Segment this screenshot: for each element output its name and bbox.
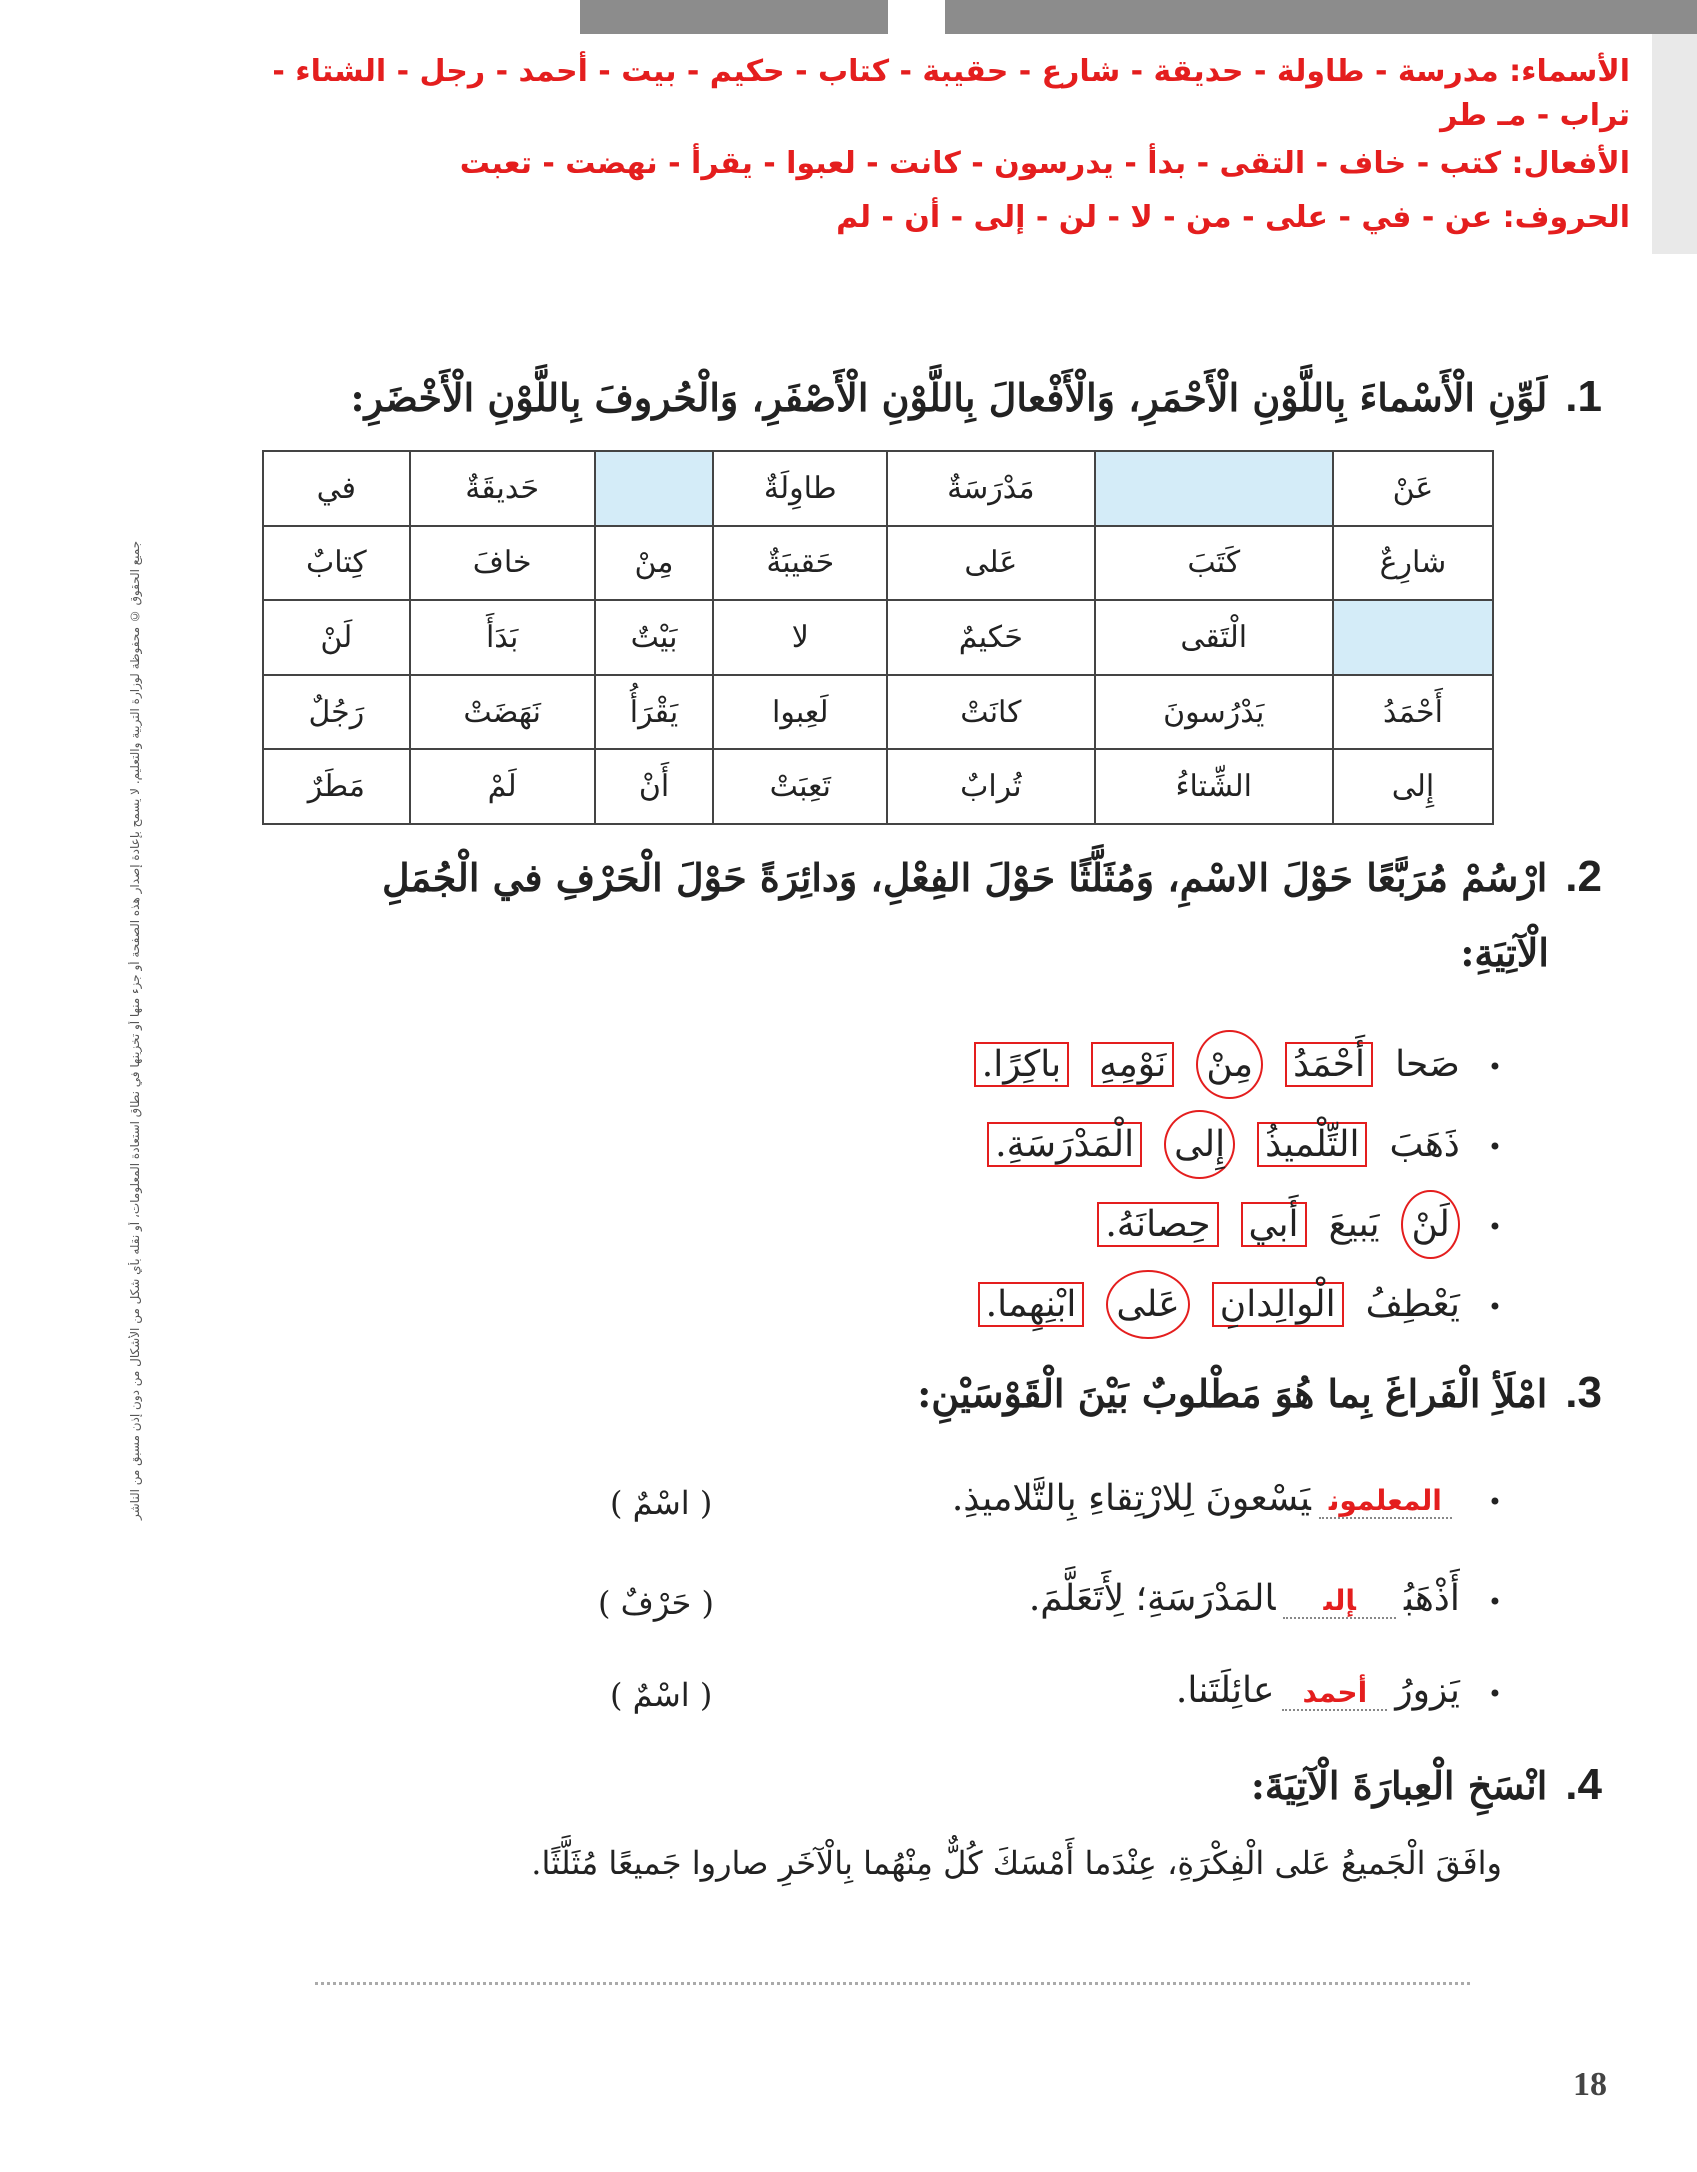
question-2-number: 2.	[1565, 852, 1602, 901]
question-1-text: لَوِّنِ الْأَسْماءَ بِاللَّوْنِ الْأَحْمَرِ، وَالْأَفْعالَ بِاللَّوْنِ الْأَصْفَرِ، وَالْحُروفَ بِاللَّوْنِ الْأَخْضَرِ:	[350, 375, 1548, 420]
answer-letters: الحروف: عن - في - على - من - لا - لن - إلى - أن - لم	[836, 200, 1630, 235]
grid-cell[interactable]: كانَتْ	[887, 675, 1094, 750]
grid-cell[interactable]: حَكيمٌ	[887, 600, 1094, 675]
table-row	[263, 451, 1493, 526]
sentence-2	[965, 1110, 1502, 1179]
hint-2: ( حَرْفٌ )	[598, 1584, 714, 1622]
grid-cell[interactable]: لَنْ	[263, 600, 410, 675]
grid-cell[interactable]: حَديقَةٌ	[410, 451, 595, 526]
question-4-text: انْسَخِ الْعِبارَةَ الْآتِيَةَ:	[1250, 1763, 1548, 1808]
grid-cell[interactable]: أَنْ	[595, 749, 714, 824]
hint-1: ( اسْمٌ )	[610, 1484, 713, 1522]
bullet: •	[1487, 1680, 1502, 1708]
grid-cell[interactable]: خافَ	[410, 526, 595, 601]
table-row	[263, 749, 1493, 824]
grid-cell[interactable]: نَهَضَتْ	[410, 675, 595, 750]
bullet: •	[1487, 1488, 1502, 1516]
fill-line-1	[952, 1478, 1502, 1519]
word-grid	[262, 450, 1494, 825]
grid-cell[interactable]: بَدَأَ	[410, 600, 595, 675]
writing-line[interactable]	[315, 1982, 1470, 1985]
copy-sentence: وافَقَ الْجَميعُ عَلى الْفِكْرَةِ، عِنْدَما أَمْسَكَ كُلٌّ مِنْهُما بِالْآخَرِ صاروا جَميعًا مُثَلَّثًا.	[531, 1844, 1502, 1882]
grid-cell[interactable]: عَلى	[887, 526, 1094, 601]
answer-key	[0, 34, 1652, 246]
grid-cell[interactable]: الشِّتاءُ	[1095, 749, 1333, 824]
fill-line-3	[1176, 1670, 1502, 1711]
word-noun-box[interactable]: باكِرًا.	[974, 1042, 1069, 1087]
grid-cell[interactable]: حَقيبَةٌ	[713, 526, 887, 601]
grid-cell[interactable]: إِلى	[1333, 749, 1493, 824]
grid-cell[interactable]: شارِعٌ	[1333, 526, 1493, 601]
grid-cell[interactable]: كِتابٌ	[263, 526, 410, 601]
sentence-3	[1075, 1190, 1502, 1259]
fill-line-2	[1029, 1578, 1502, 1619]
sentence-start: أَذْهَبُ	[1403, 1578, 1460, 1619]
sentence-1	[952, 1030, 1502, 1099]
word-letter-circle[interactable]: مِنْ	[1196, 1030, 1263, 1099]
word-noun-box[interactable]: أَحْمَدُ	[1285, 1042, 1373, 1087]
grid-cell[interactable]: تُرابٌ	[887, 749, 1094, 824]
word-noun-box[interactable]: ابْنِهِما.	[978, 1282, 1085, 1327]
word-noun-box[interactable]: التِّلْميذُ	[1257, 1122, 1367, 1167]
grid-cell-blank[interactable]	[1095, 451, 1333, 526]
word-noun-box[interactable]: حِصانَهُ.	[1097, 1202, 1218, 1247]
question-1-heading	[351, 372, 1602, 422]
answer-nouns: الأسماء: مدرسة - طاولة - حديقة - شارع - حقيبة - كتاب - حكيم - بيت - أحمد - رجل - الشتاء -	[272, 54, 1630, 89]
answer-blank[interactable]: إلى	[1283, 1584, 1395, 1619]
word-letter-circle[interactable]: عَلى	[1106, 1270, 1189, 1339]
word-noun-box[interactable]: الْوالِدانِ	[1212, 1282, 1344, 1327]
bullet: •	[1487, 1213, 1502, 1241]
copyright-note: جميع الحقوق © محفوظة لوزارة التربية والتعليم. لا يسمح بإعادة إصدار هذه الصفحة أو جزء منها أو تخزينها في نطاق استعادة المعلومات، أو نقله بأي شكل من الأشكال من دون إذن مسبق من الناشر	[128, 540, 142, 1520]
hint-3: ( اسْمٌ )	[610, 1676, 713, 1714]
grid-cell[interactable]: الْتَقى	[1095, 600, 1333, 675]
sentence-4	[956, 1270, 1502, 1339]
top-bar-left	[580, 0, 888, 34]
word-noun-box[interactable]: أَبي	[1241, 1202, 1307, 1247]
question-1-number: 1.	[1565, 372, 1602, 421]
grid-cell[interactable]: كَتَبَ	[1095, 526, 1333, 601]
grid-cell[interactable]: تَعِبَتْ	[713, 749, 887, 824]
grid-cell[interactable]: طاوِلَةٌ	[713, 451, 887, 526]
sentence-start: يَزورُ	[1395, 1670, 1460, 1711]
grid-cell[interactable]: أَحْمَدُ	[1333, 675, 1493, 750]
table-row	[263, 675, 1493, 750]
answer-blank[interactable]: أحمد	[1282, 1676, 1387, 1711]
bullet: •	[1487, 1293, 1502, 1321]
grid-cell-blank[interactable]	[1333, 600, 1493, 675]
sentence-rest: المَدْرَسَةِ؛ لِأَتَعَلَّمَ.	[1028, 1578, 1276, 1619]
bullet: •	[1487, 1588, 1502, 1616]
grid-cell[interactable]: لَعِبوا	[713, 675, 887, 750]
answer-verbs: الأفعال: كتب - خاف - التقى - بدأ - يدرسون - كانت - لعبوا - يقرأ - نهضت - تعبت	[459, 146, 1630, 181]
question-4-heading	[1251, 1760, 1602, 1810]
bullet: •	[1487, 1053, 1502, 1081]
grid-cell[interactable]: عَنْ	[1333, 451, 1493, 526]
grid-cell[interactable]: رَجُلٌ	[263, 675, 410, 750]
question-2-heading	[382, 852, 1602, 902]
question-4-number: 4.	[1565, 1760, 1602, 1809]
grid-cell[interactable]: لا	[713, 600, 887, 675]
grid-cell-blank[interactable]	[595, 451, 714, 526]
question-3-heading	[917, 1368, 1602, 1418]
table-row	[263, 600, 1493, 675]
question-3-number: 3.	[1565, 1368, 1602, 1417]
grid-cell[interactable]: في	[263, 451, 410, 526]
grid-cell[interactable]: مِنْ	[595, 526, 714, 601]
table-row	[263, 526, 1493, 601]
question-2-text-cont: الْآتِيَةِ:	[1460, 930, 1549, 975]
sentence-rest: عائِلَتَنا.	[1175, 1670, 1275, 1711]
word[interactable]: صَحا	[1395, 1044, 1460, 1085]
question-2-heading-cont	[1460, 930, 1549, 975]
question-2-text: ارْسُمْ مُرَبَّعًا حَوْلَ الاسْمِ، وَمُثَلَّثًا حَوْلَ الفِعْلِ، وَدائِرَةً حَوْلَ الْحَرْفِ في الْجُمَلِ	[382, 855, 1548, 900]
grid-cell[interactable]: لَمْ	[410, 749, 595, 824]
word[interactable]: يَبيعَ	[1328, 1204, 1380, 1245]
top-bar-right	[945, 0, 1697, 34]
word-noun-box[interactable]: الْمَدْرَسَةِ.	[987, 1122, 1142, 1167]
bullet: •	[1487, 1133, 1502, 1161]
grid-cell[interactable]: يَدْرُسونَ	[1095, 675, 1333, 750]
question-3-text: امْلَأِ الْفَراغَ بِما هُوَ مَطْلوبٌ بَيْنَ الْقَوْسَيْنِ:	[917, 1371, 1548, 1416]
word[interactable]: يَعْطِفُ	[1365, 1284, 1460, 1325]
grid-cell[interactable]: يَقْرَأُ	[595, 675, 714, 750]
answer-nouns-cont: تراب - مـ طر	[1440, 98, 1630, 133]
grid-cell[interactable]: مَدْرَسَةٌ	[887, 451, 1094, 526]
page-number: 18	[1573, 2066, 1607, 2103]
word-letter-circle[interactable]: لَنْ	[1401, 1190, 1459, 1259]
word[interactable]: ذَهَبَ	[1389, 1124, 1460, 1165]
answer-blank[interactable]: المعلمون	[1319, 1484, 1452, 1519]
word-letter-circle[interactable]: إِلى	[1164, 1110, 1235, 1179]
sentence-rest: يَسْعونَ لِلارْتِقاءِ بِالتَّلاميذِ.	[951, 1478, 1311, 1519]
side-strip	[1652, 34, 1697, 254]
word-noun-box[interactable]: نَوْمِهِ	[1091, 1042, 1174, 1087]
grid-cell[interactable]: بَيْتٌ	[595, 600, 714, 675]
grid-cell[interactable]: مَطَرٌ	[263, 749, 410, 824]
